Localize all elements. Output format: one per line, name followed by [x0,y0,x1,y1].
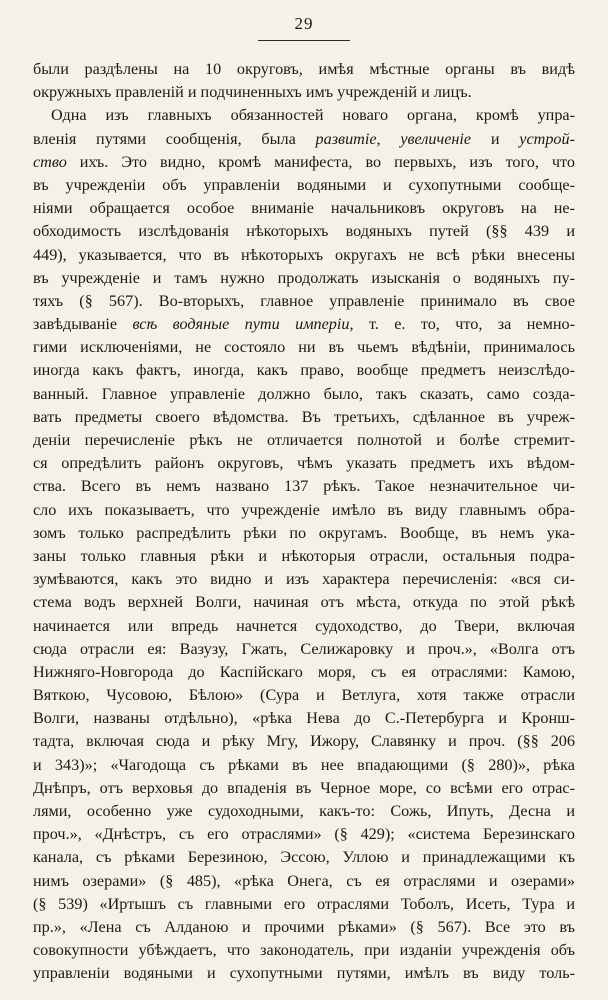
text-line: въ учрежденiе и тамъ нужно продолжать изысканiя о водяныхъ пу- [33,268,575,287]
body-text [33,58,575,986]
text-line: проч.», «Днѣстръ, съ его отраслями» (§ 429); «система Березинскаго [33,825,575,844]
text-line: нiями обращается особое вниманiе начальниковъ округовъ на не- [33,199,575,218]
emphasis: всѣ водяные пути имперiи [132,315,350,334]
text-line: завѣдыванiе всѣ водяные пути имперiи, т. е. то, что, за немно- [33,315,575,334]
text-line: вать предметы своего вѣдомства. Въ третьихъ, сдѣланное въ учреж- [33,407,575,426]
text-line: иногда какъ фактъ, иногда, какъ право, вообще предметъ неизслѣдо- [33,361,575,380]
text-line: въ учрежденiи объ управленiи водяными и сухопутными сообще- [33,175,575,194]
text-line: канала, съ рѣками Березиною, Эссою, Уллою и принадлежащими къ [33,848,575,867]
text-line: сло ихъ показываетъ, что учрежденiе имѣло въ виду главнымъ обра- [33,500,575,519]
text-line: денiи перечисленiе рѣкъ не отличается полнотой и болѣе стремит- [33,431,575,449]
text-line: зомъ только распредѣлить рѣки по округамъ. Вообще, въ немъ ука- [33,523,575,542]
text-line: заны только главныя рѣки и нѣкоторыя отрасли, остальныя подра- [33,546,575,565]
text-line: окружныхъ правленiй и подчиненныхъ имъ учрежденiй и лицъ. [33,83,472,102]
text-line: лями, особенно уже судоходными, какъ-то: Сожь, Ипуть, Десна и [33,802,575,820]
text-line: управленiи водяными и сухопутными путями, имѣлъ въ виду толь- [33,964,575,983]
text-line: Вяткою, Чусовою, Бѣлою» (Сура и Ветлуга, хотя также отрасли [33,686,575,705]
text-line: стема водъ верхней Волги, начиная отъ мѣста, откуда по этой рѣкѣ [33,593,575,612]
text-line: зумѣваются, какъ это видно и изъ характера перечисленiя: «вся си- [33,570,575,589]
text-line: пр.», «Лена съ Алданою и прочими рѣками» (§ 567). Все это въ [33,917,575,936]
text-line: гими исключенiями, не состояло ни въ чьемъ вѣдѣнiи, принималось [33,338,575,357]
text-line: вленiя путями сообщенiя, была развитiе, увеличенiе и устрой- [33,129,575,148]
emphasis: устрой- [519,129,575,148]
text-line: сюда отрасли ея: Вазузу, Гжать, Селижаровку и проч.», «Волга отъ [33,639,575,658]
text-line: тадта, включая сюда и рѣку Мгу, Ижору, Славянку и проч. (§§ 206 [33,732,575,751]
text-line: начинается или впредь начнется судоходство, до Твери, включая [33,616,575,635]
emphasis: увеличенiе [400,129,472,148]
text-line: ванный. Главное управленiе должно было, такъ сказать, само созда- [33,384,575,403]
text-line: нимъ озерами» (§ 485), «рѣка Онега, съ ея отраслями и озерами» [33,871,575,890]
text-line: ся опредѣлить районъ округовъ, чѣмъ указать предметъ ихъ вѣдом- [33,454,575,473]
text-line: обходимость изслѣдованiя нѣкоторыхъ водяныхъ путей (§§ 439 и [33,222,575,241]
text-line: и 343)»; «Чагодоща съ рѣками въ нее впадающими (§ 280)», рѣка [33,755,575,774]
text-line: были раздѣлены на 10 округовъ, имѣя мѣстные органы въ видѣ [33,60,575,78]
page-number: 29 [294,14,314,33]
text-line: ство ихъ. Это видно, кромѣ манифеста, во первыхъ, изъ того, что [33,152,575,171]
text-line: Волги, названы отдѣльно), «рѣка Нева до С.-Петербурга и Кронш- [33,709,575,728]
text-line: Одна изъ главныхъ обязанностей новаго органа, кромѣ упра- [51,106,575,125]
text-line: (§ 539) «Иртышъ съ главными его отраслями Тоболъ, Исеть, Тура и [33,894,575,913]
header-rule [258,40,350,41]
text-line: тяхъ (§ 567). Во-вторыхъ, главное управленiе принимало въ свое [33,291,575,310]
text-line: Нижняго-Новгорода до Каспiйскаго моря, съ ея отраслями: Камою, [33,662,575,681]
text-line: ства. Всего въ немъ названо 137 рѣкъ. Такое незначительное чи- [33,477,575,496]
emphasis: ство [33,152,67,171]
text-line: Днѣпръ, отъ верховья до впаденiя въ Черное море, со всѣми его отрас- [33,778,575,797]
text-line: совокупности убѣждаетъ, что законодатель, при изданiи учрежденiя объ [33,941,575,960]
emphasis: развитiе [315,129,377,148]
text-line: 449), указывается, что въ нѣкоторыхъ округахъ не всѣ рѣки внесены [33,245,575,264]
